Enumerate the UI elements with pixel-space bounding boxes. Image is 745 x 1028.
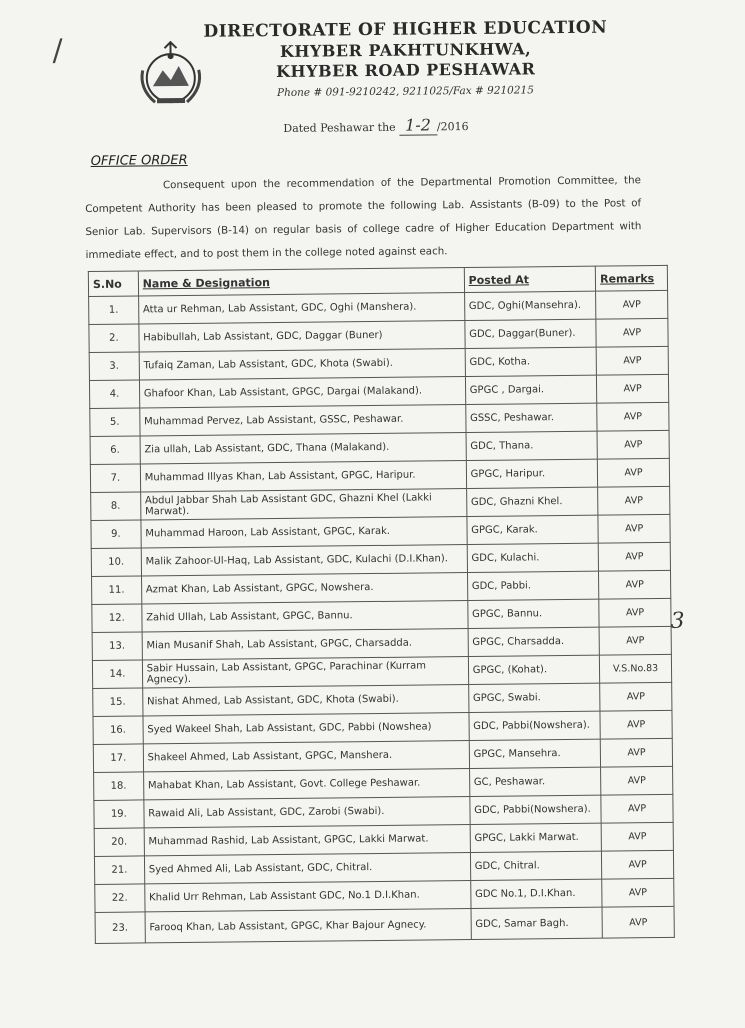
cell-name: Muhammad Haroon, Lab Assistant, GPGC, Karak. [141, 517, 467, 548]
cell-sno: 1. [89, 296, 139, 325]
cell-remarks: AVP [598, 486, 670, 515]
cell-posted-at: GPGC, Mansehra. [469, 739, 601, 768]
cell-remarks: AVP [596, 318, 668, 347]
cell-name: Nishat Ahmed, Lab Assistant, GDC, Khota (Swabi). [142, 685, 468, 716]
cell-remarks: AVP [599, 598, 671, 627]
cell-name: Mahabat Khan, Lab Assistant, Govt. College Peshawar. [143, 769, 469, 800]
cell-sno: 8. [91, 492, 141, 521]
cell-remarks: AVP [600, 710, 672, 739]
cell-remarks: AVP [596, 346, 668, 375]
cell-posted-at: GDC No.1, D.I.Khan. [470, 879, 602, 908]
letterhead-line-1: DIRECTORATE OF HIGHER EDUCATION [203, 17, 608, 42]
cell-name: Mian Musanif Shah, Lab Assistant, GPGC, Charsadda. [142, 629, 468, 660]
cell-remarks: AVP [602, 850, 674, 879]
cell-remarks: AVP [600, 682, 672, 711]
promotion-table [88, 265, 675, 944]
cell-remarks: AVP [600, 738, 672, 767]
dated-line [283, 115, 468, 136]
cell-posted-at: GPGC, Karak. [467, 515, 599, 544]
header-sno: S.No [88, 271, 138, 297]
cell-posted-at: GDC, Pabbi. [467, 571, 599, 600]
cell-sno: 6. [90, 436, 140, 465]
letterhead [200, 12, 611, 82]
government-emblem-icon [134, 40, 207, 113]
cell-remarks: AVP [596, 290, 668, 319]
dated-prefix: Dated Peshawar the [283, 120, 396, 135]
cell-remarks: AVP [597, 402, 669, 431]
cell-name: Muhammad Illyas Khan, Lab Assistant, GPGC, Haripur. [140, 461, 466, 492]
cell-name: Farooq Khan, Lab Assistant, GPGC, Khar Bajour Agnecy. [145, 909, 471, 943]
cell-posted-at: GDC, Daggar(Buner). [465, 319, 597, 348]
cell-name: Syed Ahmed Ali, Lab Assistant, GDC, Chitral. [144, 853, 470, 884]
cell-sno: 14. [92, 660, 142, 689]
cell-posted-at: GDC, Oghi(Mansehra). [464, 291, 596, 320]
cell-name: Atta ur Rehman, Lab Assistant, GDC, Oghi (Manshera). [138, 293, 464, 324]
cell-sno: 18. [94, 772, 144, 801]
cell-posted-at: GPGC, (Kohat). [468, 655, 600, 684]
letterhead-line-2: KHYBER PAKHTUNKHWA, [279, 39, 532, 61]
cell-posted-at: GSSC, Peshawar. [465, 403, 597, 432]
cell-posted-at: GDC, Kulachi. [467, 543, 599, 572]
cell-name: Ghafoor Khan, Lab Assistant, GPGC, Dargai (Malakand). [139, 377, 465, 408]
cell-posted-at: GDC, Samar Bagh. [471, 907, 603, 939]
cell-posted-at: GPGC , Dargai. [465, 375, 597, 404]
cell-name: Malik Zahoor-Ul-Haq, Lab Assistant, GDC, Kulachi (D.I.Khan). [141, 545, 467, 576]
cell-remarks: AVP [599, 570, 671, 599]
cell-sno: 23. [95, 912, 145, 944]
dated-year: /2016 [436, 120, 469, 134]
header-remarks: Remarks [595, 265, 667, 291]
cell-posted-at: GDC, Pabbi(Nowshera). [470, 795, 602, 824]
cell-name: Muhammad Pervez, Lab Assistant, GSSC, Peshawar. [139, 405, 465, 436]
cell-name: Zia ullah, Lab Assistant, GDC, Thana (Malakand). [140, 433, 466, 464]
cell-remarks: AVP [597, 458, 669, 487]
cell-sno: 9. [91, 520, 141, 549]
cell-sno: 10. [91, 548, 141, 577]
handwritten-side-mark: 3 [670, 608, 685, 634]
cell-sno: 17. [93, 744, 143, 773]
cell-remarks: AVP [601, 794, 673, 823]
cell-posted-at: GDC, Chitral. [470, 851, 602, 880]
cell-sno: 19. [94, 800, 144, 829]
cell-sno: 2. [89, 324, 139, 353]
cell-name: Khalid Urr Rehman, Lab Assistant GDC, No.1 D.I.Khan. [144, 881, 470, 912]
cell-sno: 16. [93, 716, 143, 745]
cell-name: Sabir Hussain, Lab Assistant, GPGC, Parachinar (Kurram Agnecy). [142, 657, 468, 688]
handwritten-margin-mark: / [52, 33, 63, 69]
cell-sno: 20. [94, 828, 144, 857]
cell-name: Muhammad Rashid, Lab Assistant, GPGC, Lakki Marwat. [144, 825, 470, 856]
table-row [95, 906, 674, 943]
cell-posted-at: GDC, Pabbi(Nowshera). [469, 711, 601, 740]
header-name: Name & Designation [138, 268, 464, 296]
header-posted-at: Posted At [464, 266, 596, 292]
cell-name: Rawaid Ali, Lab Assistant, GDC, Zarobi (Swabi). [144, 797, 470, 828]
cell-posted-at: GDC, Kotha. [465, 347, 597, 376]
cell-sno: 4. [89, 380, 139, 409]
cell-sno: 3. [89, 352, 139, 381]
dated-handwritten: 1-2 [399, 115, 437, 135]
cell-posted-at: GDC, Thana. [466, 431, 598, 460]
office-order-title: OFFICE ORDER [90, 152, 188, 169]
cell-posted-at: GPGC, Charsadda. [468, 627, 600, 656]
cell-sno: 13. [92, 632, 142, 661]
cell-posted-at: GC, Peshawar. [469, 767, 601, 796]
letterhead-line-3: KHYBER ROAD PESHAWAR [275, 59, 536, 82]
phone-fax-line: Phone # 091-9210242, 9211025/Fax # 9210215 [276, 84, 534, 100]
order-body-text: Consequent upon the recommendation of the Departmental Promotion Committee, the Competent Authority has been pleased to promote the following Lab. Assistants (B-09) to the Post of Senior Lab. Supervisors (B-14) on regular basis of college cadre of Higher Education Department with immediate effect, and to post them in the college noted against each. [85, 174, 642, 262]
cell-sno: 15. [93, 688, 143, 717]
cell-name: Abdul Jabbar Shah Lab Assistant GDC, Ghazni Khel (Lakki Marwat). [140, 489, 466, 520]
cell-remarks: AVP [597, 374, 669, 403]
cell-remarks: AVP [598, 542, 670, 571]
cell-sno: 22. [95, 884, 145, 913]
cell-remarks: AVP [597, 430, 669, 459]
cell-name: Shakeel Ahmed, Lab Assistant, GPGC, Manshera. [143, 741, 469, 772]
cell-sno: 11. [92, 576, 142, 605]
cell-remarks: AVP [602, 878, 674, 907]
cell-remarks: AVP [601, 822, 673, 851]
cell-name: Tufaiq Zaman, Lab Assistant, GDC, Khota (Swabi). [139, 349, 465, 380]
cell-posted-at: GPGC, Lakki Marwat. [470, 823, 602, 852]
cell-name: Zahid Ullah, Lab Assistant, GPGC, Bannu. [142, 601, 468, 632]
cell-name: Azmat Khan, Lab Assistant, GPGC, Nowshera. [141, 573, 467, 604]
cell-remarks: V.S.No.83 [600, 654, 672, 683]
cell-posted-at: GPGC, Swabi. [468, 683, 600, 712]
cell-remarks: AVP [601, 766, 673, 795]
cell-sno: 12. [92, 604, 142, 633]
cell-posted-at: GPGC, Haripur. [466, 459, 598, 488]
cell-sno: 7. [90, 464, 140, 493]
cell-posted-at: GPGC, Bannu. [467, 599, 599, 628]
cell-sno: 21. [94, 856, 144, 885]
cell-remarks: AVP [599, 626, 671, 655]
cell-remarks: AVP [602, 906, 674, 938]
cell-remarks: AVP [598, 514, 670, 543]
cell-name: Habibullah, Lab Assistant, GDC, Daggar (Buner) [139, 321, 465, 352]
cell-name: Syed Wakeel Shah, Lab Assistant, GDC, Pabbi (Nowshea) [143, 713, 469, 744]
cell-posted-at: GDC, Ghazni Khel. [466, 487, 598, 516]
cell-sno: 5. [90, 408, 140, 437]
